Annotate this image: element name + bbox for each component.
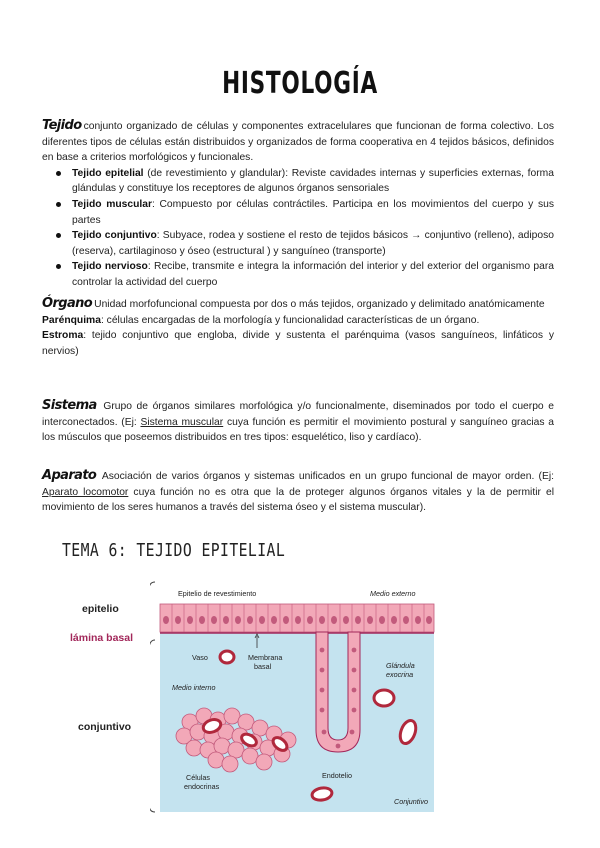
- estroma-text: : tejido conjuntivo que engloba, divide y sustenta el parénquima (vasos sanguíneos, linfáticos y nervios): [42, 330, 554, 357]
- tissue-type-text: (de revestimiento y glandular): Reviste cavidades internas y superficies externas, forma glándulas y constituye los receptores de algunos órganos sensoriales: [72, 167, 554, 195]
- epitelio-label: epitelio: [82, 603, 119, 615]
- label-medio-externo: Medio externo: [370, 589, 416, 598]
- list-item: [42, 228, 554, 259]
- label-membrana-basal-1: Membrana: [248, 653, 283, 662]
- estroma-term: Estroma: [42, 330, 84, 342]
- label-celulas-endocrinas-1: Células: [186, 773, 210, 782]
- tejido-definition-text: conjunto organizado de células y componentes extracelulares que funcionan de forma colectivo. Los diferentes tipos de células están distribuidos y organizados de forma cooperativa en 4 tejidos básicos, definidos en base a criterios morfológicos y funcionales.: [42, 121, 554, 164]
- sistema-definition: [42, 398, 554, 446]
- label-conjuntivo: Conjuntivo: [394, 797, 428, 806]
- tissue-type-text: : Subyace, rodea y sostiene el resto de tejidos básicos → conjuntivo (relleno), adiposo (reserva), cartilaginoso y óseo (estructural ) y sanguíneo (transporte): [72, 230, 555, 257]
- epithelium-diagram: [150, 580, 450, 816]
- sistema-section: [42, 398, 554, 446]
- label-celulas-endocrinas-2: endocrinas: [184, 782, 220, 791]
- list-item: [42, 259, 554, 290]
- label-glandula-1: Glándula: [386, 661, 415, 670]
- organo-definition: [42, 296, 554, 313]
- sistema-term: Sistema: [42, 398, 97, 413]
- epitelio-bracket: [150, 582, 155, 636]
- conjuntivo-label: conjuntivo: [78, 721, 132, 733]
- tejido-definition: [42, 118, 554, 166]
- label-membrana-basal-2: basal: [254, 662, 272, 671]
- list-item: [42, 166, 554, 197]
- tissue-type-name: Tejido nervioso: [72, 261, 148, 273]
- organo-section: [42, 296, 554, 359]
- tissue-types-list: [42, 166, 554, 291]
- aparato-definition: [42, 468, 554, 516]
- lamina-basal-label: lámina basal: [70, 632, 134, 644]
- sistema-example: Sistema muscular: [140, 416, 224, 428]
- tissue-type-name: Tejido muscular: [72, 198, 152, 210]
- tissue-type-text: : Compuesto por células contráctiles. Participa en los movimientos del cuerpo y sus partes: [72, 198, 554, 226]
- sistema-text-after: cuya función es permitir el movimiento postural y sanguíneo gracias a los músculos que poseemos distribuidos en tres tipos: esquelético, liso y cardíaco).: [42, 416, 554, 444]
- page-title: HISTOLOGÍA: [222, 66, 378, 101]
- aparato-text: Asociación de varios órganos y sistemas unificados en un grupo funcional de mayor orden. (Ej:: [98, 471, 554, 482]
- sistema-text: Grupo de órganos similares morfológica y/o funcionalmente, diseminados por todo el cuerpo e interconectados. (Ej:: [42, 401, 554, 428]
- conjuntivo-bracket: [150, 640, 155, 812]
- tissue-type-text: : Recibe, transmite e integra la información del interior y del exterior del organismo para controlar la actividad del cuerpo: [72, 261, 554, 288]
- list-item: [42, 197, 554, 228]
- label-glandula-2: exocrina: [386, 670, 414, 679]
- label-vaso: Vaso: [192, 653, 208, 662]
- aparato-section: [42, 468, 554, 516]
- parenquima-text: : células encargadas de la morfología y funcionalidad características de un órgano.: [100, 314, 480, 326]
- tejido-section: [42, 118, 554, 291]
- organo-definition-text: Unidad morfofuncional compuesta por dos o más tejidos, organizado y delimitado anatómicamente: [94, 299, 545, 310]
- tissue-type-name: Tejido conjuntivo: [72, 230, 157, 242]
- estroma-definition: [42, 328, 554, 359]
- aparato-term: Aparato: [42, 468, 97, 483]
- section-heading: TEMA 6: TEJIDO EPITELIAL: [62, 540, 286, 561]
- label-medio-interno: Medio interno: [172, 683, 216, 692]
- label-epitelio-revestimiento: Epitelio de revestimiento: [178, 589, 257, 598]
- label-endotelio: Endotelio: [322, 771, 352, 780]
- aparato-example: Aparato locomotor: [42, 486, 129, 498]
- parenquima-definition: [42, 313, 554, 329]
- tejido-term: Tejido: [42, 118, 82, 133]
- tissue-type-name: Tejido epitelial: [72, 167, 144, 179]
- aparato-text-after: cuya función no es otra que la de proteger algunos órganos vitales y la de permitir el movimiento de los seres humanos a través del sistema óseo y el sistema muscular).: [42, 486, 554, 514]
- parenquima-term: Parénquima: [42, 314, 101, 326]
- organo-term: Órgano: [42, 296, 93, 311]
